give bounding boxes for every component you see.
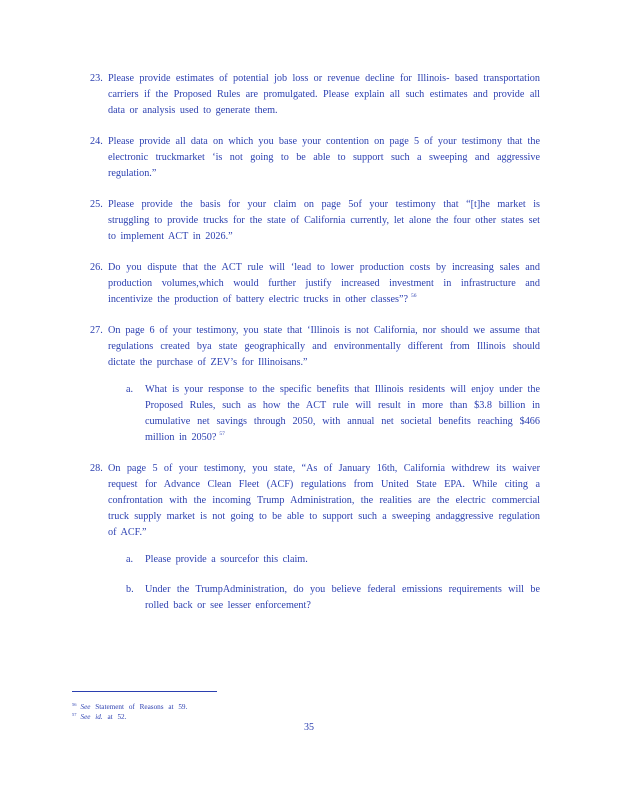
question-26	[90, 260, 540, 308]
page-number: 35	[304, 722, 314, 733]
subquestion-letter: a.	[126, 384, 134, 395]
question-text: Please provide estimates of potential job loss or revenue decline for Illinois- based transportation carriers if the Proposed Rules are promulgated. Please explain all such estimates and provide all data or analysis used to generate them.	[108, 73, 540, 116]
question-24	[90, 134, 540, 182]
footnote-signal: See	[80, 703, 91, 711]
question-text: On page 5 of your testimony, you state, “As of January 16th, California withdrew its waiver request for Advance Clean Fleet (ACF) regulations from United State EPA. While citing a confrontation with the incoming Trump Administration, the realities are the electric commercial truck supply market is not going to be able to support such a sweeping andaggressive regulation of ACF.”	[108, 463, 540, 538]
question-text: Do you dispute that the ACT rule will ‘lead to lower production costs by increasing sales and production volumes,which would further justify increased investment in infrastructure and incentivize the production of battery electric trucks in other classes”?	[108, 262, 540, 305]
question-text: Please provide the basis for your claim on page 5of your testimony that “[t]he market is struggling to provide trucks for the state of California currently, let alone the four other states set to implement ACT in 2026.”	[108, 199, 540, 242]
question-text: On page 6 of your testimony, you state that ‘Illinois is not California, nor should we assume that regulations created bya state geographically and environmentally different from Illinois should dictate the purchase of ZEV’s for Illinoisans.”	[108, 325, 540, 368]
subquestion-28b	[126, 582, 540, 614]
question-number: 27.	[90, 325, 103, 336]
question-number: 23.	[90, 73, 103, 84]
footnote-ref-56[interactable]: 56	[411, 293, 417, 299]
subquestion-letter: b.	[126, 584, 134, 595]
question-number: 24.	[90, 136, 103, 147]
subquestion-letter: a.	[126, 554, 134, 565]
subquestion-27a	[126, 382, 540, 446]
footnote-text: Statement of Reasons at 59.	[95, 703, 188, 711]
footnote-text: at 52.	[107, 713, 127, 721]
question-27	[90, 323, 540, 446]
footnote-signal: See id.	[80, 713, 103, 721]
question-list	[90, 71, 540, 629]
subquestion-28a	[126, 552, 540, 568]
question-number: 25.	[90, 199, 103, 210]
question-number: 28.	[90, 463, 103, 474]
subquestion-text: Under the TrumpAdministration, do you believe federal emissions requirements will be rolled back or see lesser enforcement?	[145, 584, 540, 611]
question-25	[90, 197, 540, 245]
footnote-number: 57	[72, 712, 77, 717]
question-23	[90, 71, 540, 119]
footnote-57	[72, 710, 126, 722]
subquestion-text: Please provide a sourcefor this claim.	[145, 554, 308, 565]
question-28	[90, 461, 540, 614]
footnote-divider	[72, 691, 217, 692]
footnote-number: 56	[72, 702, 77, 707]
footnote-ref-57[interactable]: 57	[219, 431, 225, 437]
subquestion-text: What is your response to the specific benefits that Illinois residents will enjoy under the Proposed Rules, such as how the ACT rule will result in more than $3.8 billion in cumulative net savings through 2050, with annual net societal benefits reaching $466 million in 2050?	[145, 384, 540, 443]
question-text: Please provide all data on which you base your contention on page 5 of your testimony that the electronic truckmarket ‘is not going to be able to support such a sweeping and aggressive regulation.”	[108, 136, 540, 179]
question-number: 26.	[90, 262, 103, 273]
